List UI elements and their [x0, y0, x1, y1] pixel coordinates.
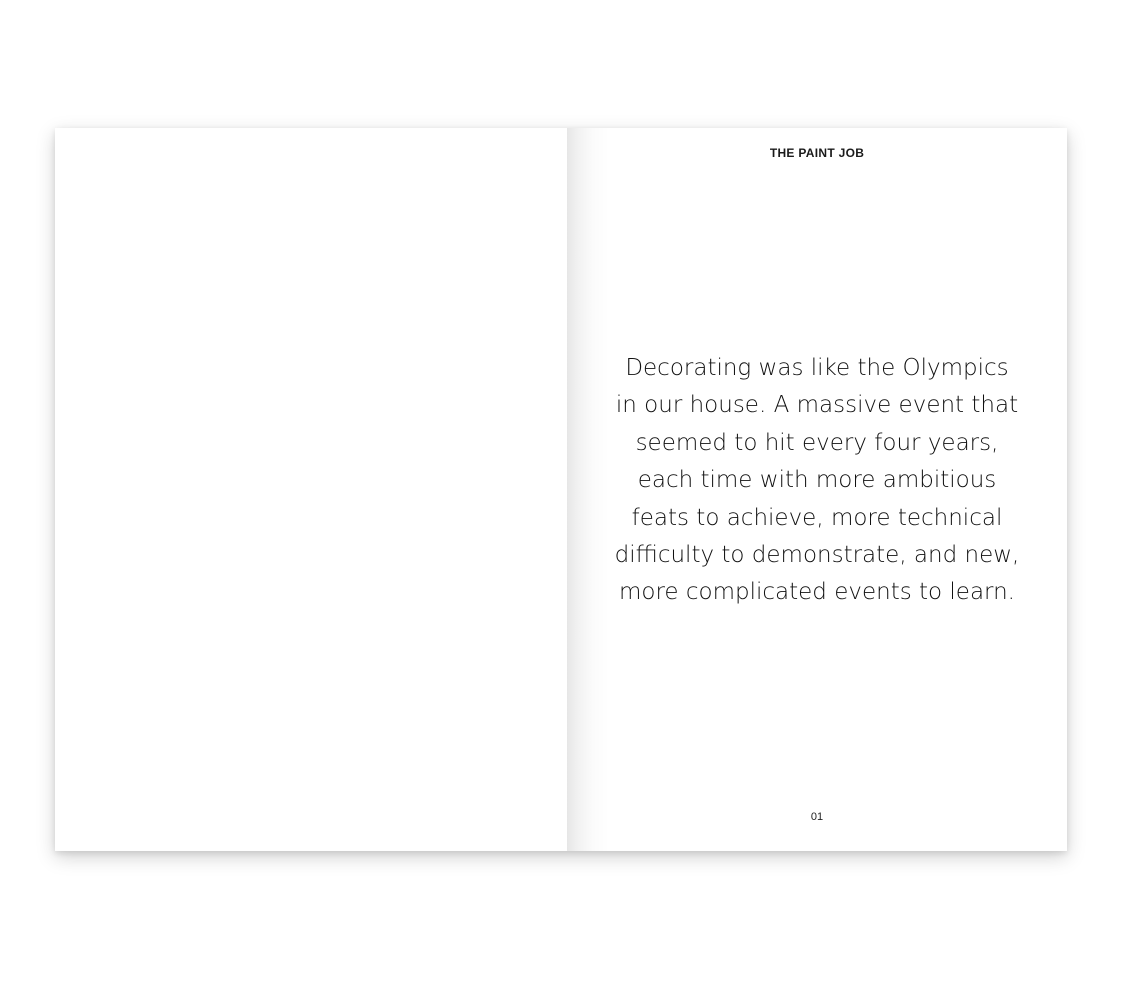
- quote-line: each time with more ambitious: [637, 467, 997, 494]
- page-number: 01: [810, 811, 824, 823]
- running-head: THE PAINT JOB: [769, 146, 865, 160]
- quote-line: Decorating was like the Olympics: [625, 355, 1009, 381]
- right-page: [567, 128, 1067, 851]
- quote-line: more complicated events to learn.: [619, 579, 1015, 606]
- quote-line: feats to achieve, more technical: [631, 504, 1003, 531]
- quote-line: in our house. A massive event that: [615, 392, 1019, 419]
- book-spread: [55, 128, 1067, 851]
- left-page: [55, 128, 567, 851]
- quote-line: difficulty to demonstrate, and new,: [614, 542, 1020, 569]
- quote-line: seemed to hit every four years,: [635, 429, 999, 456]
- pull-quote: [607, 350, 1027, 612]
